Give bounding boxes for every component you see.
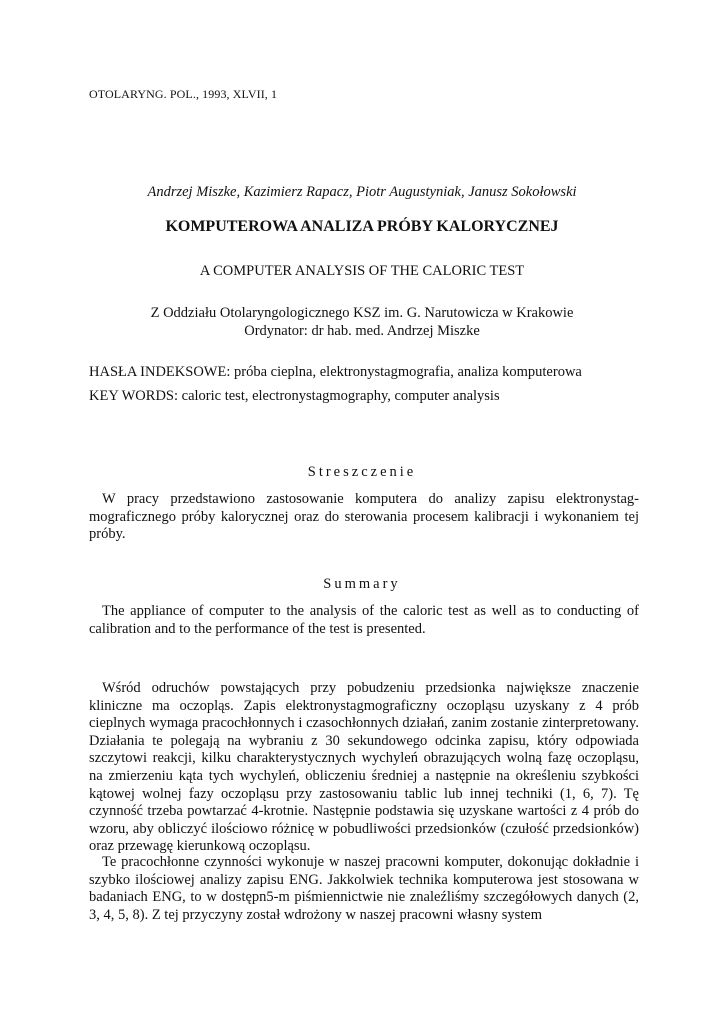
abstract-en-heading: Summary	[323, 576, 401, 592]
abstract-en-text: The appliance of computer to the analysis of the caloric test as well as to conducting of calibration and to the performance of the test is presented.	[89, 603, 639, 637]
article-title-pl: KOMPUTEROWA ANALIZA PRÓBY KALORYCZNEJ	[165, 218, 559, 235]
author-list: Andrzej Miszke, Kazimierz Rapacz, Piotr Augustyniak, Janusz Sokołowski	[147, 184, 577, 200]
journal-reference: OTOLARYNG. POL., 1993, XLVII, 1	[89, 87, 278, 101]
keywords-pl: HASŁA INDEKSOWE: próba cieplna, elektronystagmografia, analiza komputerowa	[89, 364, 582, 380]
affiliation	[0, 304, 724, 340]
body-paragraph-1: Wśród odruchów powstających przy pobudzeniu przedsionka największe znaczenie kliniczne ma oczopląs. Zapis elektronystagmograficzny oczopląsu uzyskany z 4 prób cieplnych wymaga pracochłonnych i czasochłonnych działań, zanim zostanie zinterpretowany. Działania te polegają na wybraniu z 30 sekundowego odcinka zapisu, który odpowiada szczytowi reakcji, kilku charakterystycznych wychyleń obrazujących wolną fazę oczopląsu, na zmierzeniu kąta tych wychyleń, obliczeniu średniej a następnie na określeniu szybkości kątowej wolnej fazy oczopląsu przy zastosowaniu tablic lub innej techniki (1, 6, 7). Tę czynność trzeba powtarzać 4-krotnie. Następnie podstawia się uzyskane wartości z 4 prób do wzoru, aby obliczyć ilościowo różnicę w pobudliwości przedsionków (czułość przedsionków) oraz przewagę kierunkową oczopląsu.	[89, 680, 639, 855]
abstract-pl-heading: Streszczenie	[307, 464, 417, 480]
body-paragraph-2: Te pracochłonne czynności wykonuje w naszej pracowni komputer, dokonując dokładnie i szybko ilościowej analizy zapisu ENG. Jakkolwiek technika komputerowa jest stosowana w badaniach ENG, to w dostępn5-m piśmiennictwie nie znaleźliśmy szczegółowych danych (2, 3, 4, 5, 8). Z tej przyczyny został wdrożony w naszej pracowni własny system	[89, 854, 639, 923]
affiliation-institution: Z Oddziału Otolaryngologicznego KSZ im. G. Narutowicza w Krakowie	[150, 305, 574, 321]
affiliation-head: Ordynator: dr hab. med. Andrzej Miszke	[244, 323, 480, 339]
keywords-en: KEY WORDS: caloric test, electronystagmography, computer analysis	[89, 388, 500, 404]
abstract-pl-text: W pracy przedstawiono zastosowanie komputera do analizy zapisu elektronystag-mograficznego próby kalorycznej oraz do sterowania procesem kalibracji i wykonaniem tej próby.	[89, 491, 639, 543]
article-title-en: A COMPUTER ANALYSIS OF THE CALORIC TEST	[199, 263, 525, 279]
